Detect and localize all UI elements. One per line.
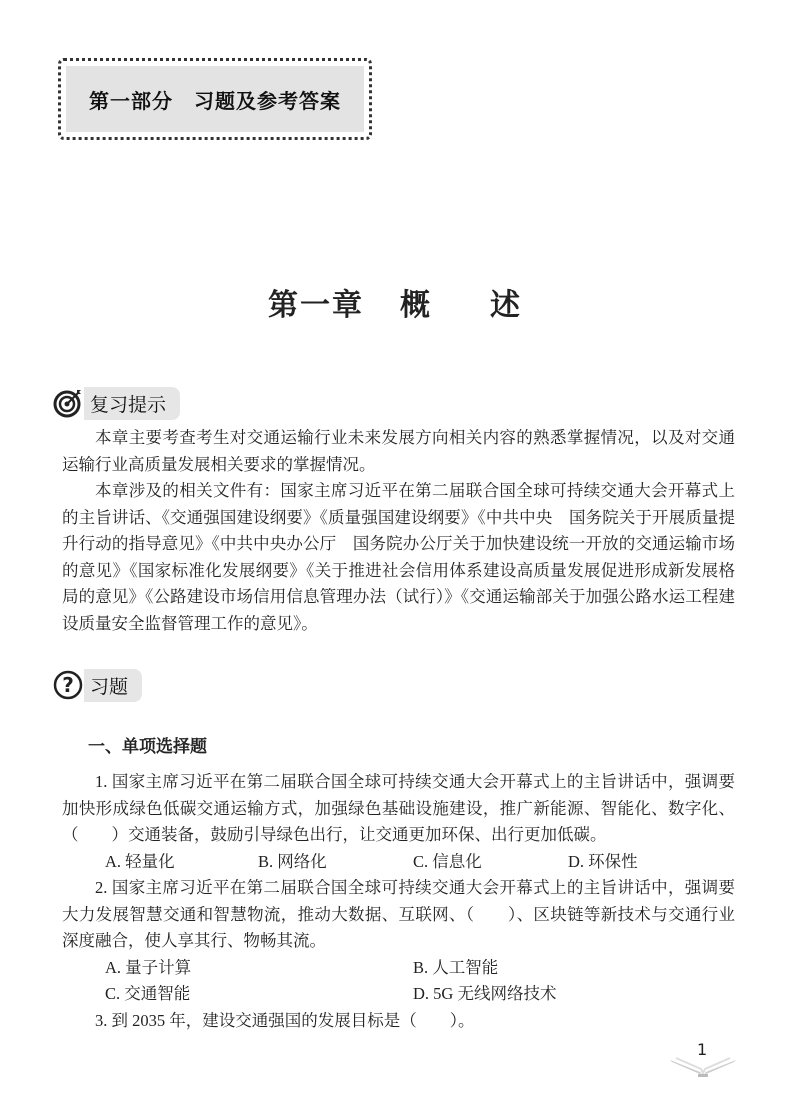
option-c: C. 交通智能	[105, 984, 191, 1003]
question-3: 3. 到 2035 年，建设交通强国的发展目标是（ ）。	[95, 1010, 475, 1030]
question-2: 2. 国家主席习近平在第二届联合国全球可持续交通大会开幕式上的主旨讲话中，强调要大力发展智慧交通和智慧物流，推动大数据、互联网、（ ）、区块链等新技术与交通行业深度融合，使人享其行、物畅其流。	[62, 878, 735, 950]
question-1: 1. 国家主席习近平在第二届联合国全球可持续交通大会开幕式上的主旨讲话中，强调要加快形成绿色低碳交通运输方式，加强绿色基础设施建设，推广新能源、智能化、数字化、（ ）交通装备，鼓励引导绿色出行，让交通更加环保、出行更加低碳。	[62, 772, 735, 844]
open-book-icon	[668, 1056, 738, 1078]
option-b: B. 人工智能	[413, 957, 499, 977]
review-text	[62, 425, 735, 637]
chapter-number: 第一章	[268, 289, 364, 322]
target-icon	[52, 387, 84, 419]
part-title: 第一部分 习题及参考答案	[66, 66, 364, 132]
review-paragraph: 本章主要考查考生对交通运输行业未来发展方向相关内容的熟悉掌握情况，以及对交通运输行业高质量发展相关要求的掌握情况。	[62, 428, 735, 474]
question-2-options	[62, 981, 735, 1008]
chapter-title	[0, 280, 790, 324]
questions	[62, 769, 735, 1034]
review-label: 复习提示	[84, 387, 180, 420]
option-d: D. 环保性	[568, 851, 638, 871]
option-c: C. 信息化	[413, 851, 482, 871]
svg-text:?: ?	[62, 673, 74, 697]
option-a: A. 轻量化	[105, 851, 175, 871]
review-paragraph: 本章涉及的相关文件有：国家主席习近平在第二届联合国全球可持续交通大会开幕式上的主旨讲话、《交通强国建设纲要》《质量强国建设纲要》《中共中央 国务院关于开展质量提升行动的指导意见》《中共中央办公厅 国务院办公厅关于加快建设统一开放的交通运输市场的意见》《国家标准化发展纲要》《关于推进社会信用体系建设高质量发展促进形成新发展格局的意见》《公路建设市场信用信息管理办法（试行）》《交通运输部关于加强公路水运工程建设质量安全监督管理工作的意见》。	[62, 481, 735, 633]
exercises-label: 习题	[84, 669, 142, 702]
section-heading: 一、单项选择题	[88, 737, 207, 757]
option-b: B. 网络化	[258, 851, 327, 871]
question-mark-icon	[52, 669, 84, 701]
exercises-header	[52, 668, 142, 702]
page-number: 1	[697, 1040, 708, 1059]
option-a: A. 量子计算	[105, 957, 192, 977]
chapter-title-char: 概	[400, 289, 432, 322]
chapter-title-char: 述	[490, 289, 522, 322]
question-1-options	[62, 849, 735, 876]
part-title-box	[58, 58, 372, 140]
review-header	[52, 386, 180, 420]
question-2-options	[62, 955, 735, 982]
option-d: D. 5G 无线网络技术	[413, 984, 557, 1003]
